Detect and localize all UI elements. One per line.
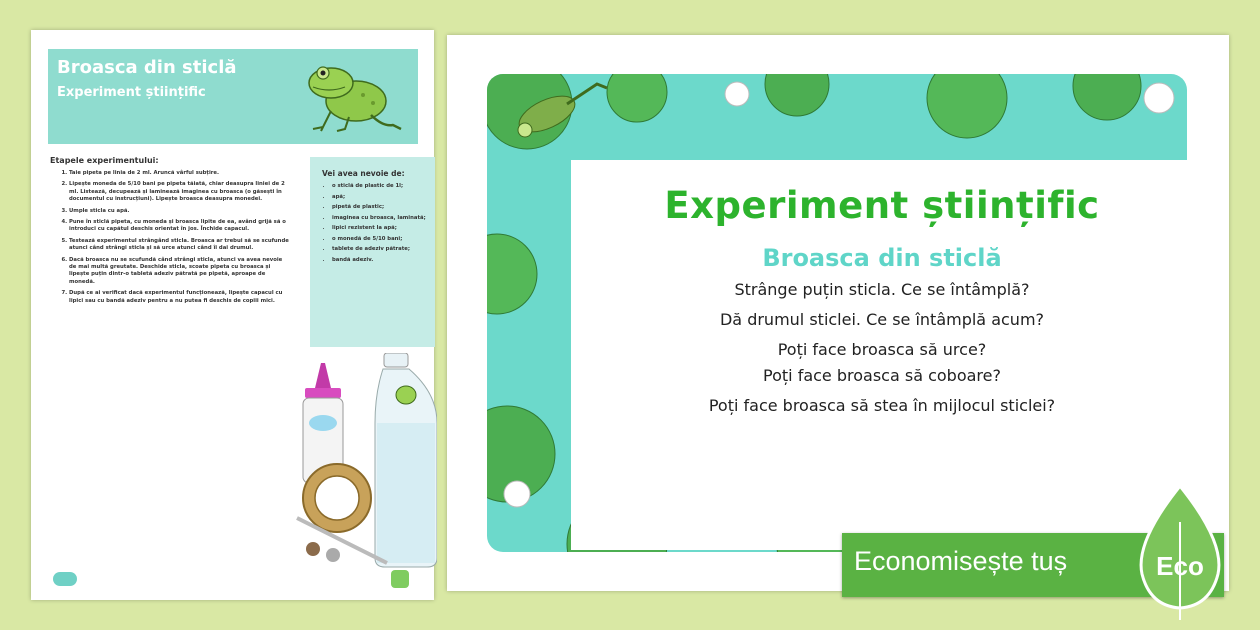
worksheet-header [48, 49, 418, 144]
step-item: 5. Testează experimentul strângând sticla. Broasca ar trebui să se scufunde atunci când strângi sticla și să urce atunci când îi dai drumul. [69, 238, 291, 253]
tape-icon [303, 464, 371, 532]
materials-box [310, 157, 435, 347]
worksheet-title: Broasca din sticlă [57, 57, 237, 78]
question-card [571, 160, 1187, 550]
material-item: • apă; [332, 194, 432, 202]
slide-page [447, 35, 1229, 591]
step-item: 4. Pune în sticlă pipeta, cu moneda și broasca lipite de ea, având grijă să o introduci cu capătul deschis orientat în jos. Închide capacul. [69, 219, 291, 234]
step-item: 2. Lipește moneda de 5/10 bani pe pipeta tăiată, chiar deasupra liniei de 2 ml. Listează, decupează și laminează imaginea cu broasca (o găsești în documentul cu instrucțiuni). Lipește broasca deasupra monedei. [69, 181, 291, 203]
worksheet-subtitle: Experiment științific [57, 85, 206, 100]
material-item: • o monedă de 5/10 bani; [332, 236, 432, 244]
question-line: Strânge puțin sticla. Ce se întâmplă? [734, 280, 1030, 299]
question-line: Poți face broasca să urce? [777, 340, 987, 359]
question-line: Poți face broasca să coboare? [763, 366, 1001, 385]
materials-illustration [287, 353, 437, 573]
steps-heading: Etapele experimentului: [50, 156, 159, 165]
materials-list [322, 183, 432, 267]
material-item: • pipetă de plastic; [332, 204, 432, 212]
eco-leaf-text: Eco [1156, 551, 1204, 581]
materials-heading: Vei avea nevoie de: [322, 169, 405, 178]
material-item: • tablete de adeziv pătrate; [332, 246, 432, 254]
eco-badge-label: Economisește tuș [854, 546, 1068, 576]
step-item: 1. Taie pipeta pe linia de 2 ml. Aruncă vârful subțire. [69, 170, 291, 177]
step-item: 6. Dacă broasca nu se scufundă când strângi sticla, atunci va avea nevoie de mai multă greutate. Deschide sticla, scoate pipeta cu broasca și lipește puțin dintr-o tabletă adeziv pătrată pe pipetă, aproape de monedă. [69, 257, 291, 287]
eco-leaf-icon [1130, 482, 1230, 622]
worksheet-page [31, 30, 434, 600]
material-item: • imaginea cu broasca, laminată; [332, 215, 432, 223]
twinkl-logo-icon [53, 572, 77, 586]
frog-icon [301, 53, 406, 133]
eco-logo-icon [391, 570, 409, 588]
material-item: • lipici rezistent la apă; [332, 225, 432, 233]
step-item: 7. După ce ai verificat dacă experimentul funcționează, lipește capacul cu lipici sau cu bandă adeziv pentru a nu putea fi deschis de copiii mici. [69, 290, 291, 305]
steps-list [55, 170, 291, 309]
step-item: 3. Umple sticla cu apă. [69, 208, 291, 215]
pond-border [487, 74, 1187, 552]
worksheet-footer [43, 568, 423, 592]
question-line: Poți face broasca să stea în mijlocul sticlei? [708, 396, 1056, 415]
slide-title: Experiment științific [664, 184, 1100, 227]
slide-subtitle: Broasca din sticlă [762, 244, 1002, 272]
material-item: • bandă adeziv. [332, 257, 432, 265]
bottle-icon [375, 353, 437, 567]
material-item: • o sticlă de plastic de 1l; [332, 183, 432, 191]
question-line: Dă drumul sticlei. Ce se întâmplă acum? [719, 310, 1045, 329]
